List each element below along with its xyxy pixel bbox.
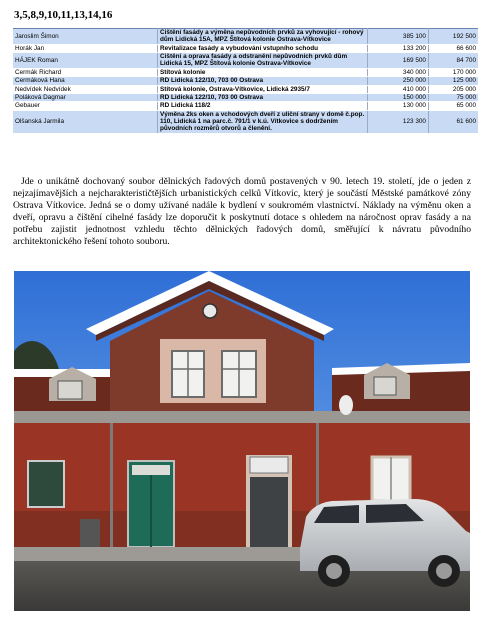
project-description: RD Lidická 122/10, 703 00 Ostrava	[158, 93, 368, 101]
applicant-name: Čermák Richard	[13, 68, 158, 76]
applicant-name: Nedvídek Nedvídek	[13, 85, 158, 93]
project-description: RD Lidická 122/10, 703 00 Ostrava	[158, 77, 368, 85]
total-cost: 340 000	[368, 68, 429, 76]
description-paragraph: Jde o unikátně dochovaný soubor dělnických řadových domů postavených v 90. letech 19. století, jde o jeden z nejzajímavějších a nejcharakterističtějších urbanistických celků Vítkovic, který je součástí Městské památkové zóny Ostrava Vítkovice. Jedná se o domy užívané nadále k bydlení v soukromém vlastnictví. Náklady na výměnu oken a dveří, opravu a čištění cihelné fasády lze doporučit k poskytnutí dotace s ohledem na náročnost oprav fasády a na potřebu zajistit jednotnost vzhledu těchto dělnických řadových domů, směřující k návratu původního architektonického řešení tohoto souboru.	[13, 176, 471, 247]
total-cost: 123 300	[368, 110, 429, 133]
total-cost: 250 000	[368, 77, 429, 85]
total-cost: 150 000	[368, 93, 429, 101]
project-description: Štítová kolonie, Ostrava-Vítkovice, Lidická 2935/7	[158, 85, 368, 93]
table-row	[13, 110, 478, 133]
grant-amount: 65 000	[429, 102, 479, 110]
total-cost: 133 200	[368, 44, 429, 52]
total-cost: 130 000	[368, 102, 429, 110]
grants-table	[13, 28, 478, 134]
table-row	[13, 68, 478, 76]
applicant-name: Olšanská Jarmila	[13, 110, 158, 133]
grant-amount: 84 700	[429, 53, 479, 69]
applicant-name: Horák Jan	[13, 44, 158, 52]
total-cost: 385 100	[368, 29, 429, 45]
table-row	[13, 93, 478, 101]
applicant-name: Poláková Dagmar	[13, 93, 158, 101]
grant-amount: 170 000	[429, 68, 479, 76]
project-description: Revitalizace fasády a vybudování vstupního schodu	[158, 44, 368, 52]
page-heading: 3,5,8,9,10,11,13,14,16	[14, 9, 113, 21]
project-description: Výměna 2ks oken a vchodových dveří z uliční strany v domě č.pop. 110, Lidická 1 na parc.č. 791/1 v k.ú. Vítkovice s dodržením původních rozměrů otvorů a členění.	[158, 110, 368, 133]
house-photo	[14, 271, 470, 611]
project-description: Čištění fasády a výměna nepůvodních prvků za vyhovující - rohový dům Lidická 15A, MPZ Štítová kolonie Ostrava-Vítkovice	[158, 29, 368, 45]
applicant-name: Jaroslim Šimon	[13, 29, 158, 45]
project-description: Čištění a oprava fasády a odstranění nepůvodních prvků dům Lidická 15, MPZ Štítová kolonie Ostrava-Vítkovice	[158, 53, 368, 69]
grant-amount: 75 000	[429, 93, 479, 101]
table-row	[13, 77, 478, 85]
project-description: Štítová kolonie	[158, 68, 368, 76]
applicant-name: Gebauer	[13, 102, 158, 110]
project-description: RD Lidická 118/2	[158, 102, 368, 110]
applicant-name: HÁJEK Roman	[13, 53, 158, 69]
total-cost: 169 500	[368, 53, 429, 69]
table-row	[13, 85, 478, 93]
table-row	[13, 29, 478, 45]
grant-amount: 125 000	[429, 77, 479, 85]
grant-amount: 61 600	[429, 110, 479, 133]
applicant-name: Čermáková Hana	[13, 77, 158, 85]
table-row	[13, 44, 478, 52]
total-cost: 410 000	[368, 85, 429, 93]
table-row	[13, 102, 478, 110]
grant-amount: 192 500	[429, 29, 479, 45]
grant-amount: 205 000	[429, 85, 479, 93]
grant-amount: 66 600	[429, 44, 479, 52]
table-row	[13, 53, 478, 69]
